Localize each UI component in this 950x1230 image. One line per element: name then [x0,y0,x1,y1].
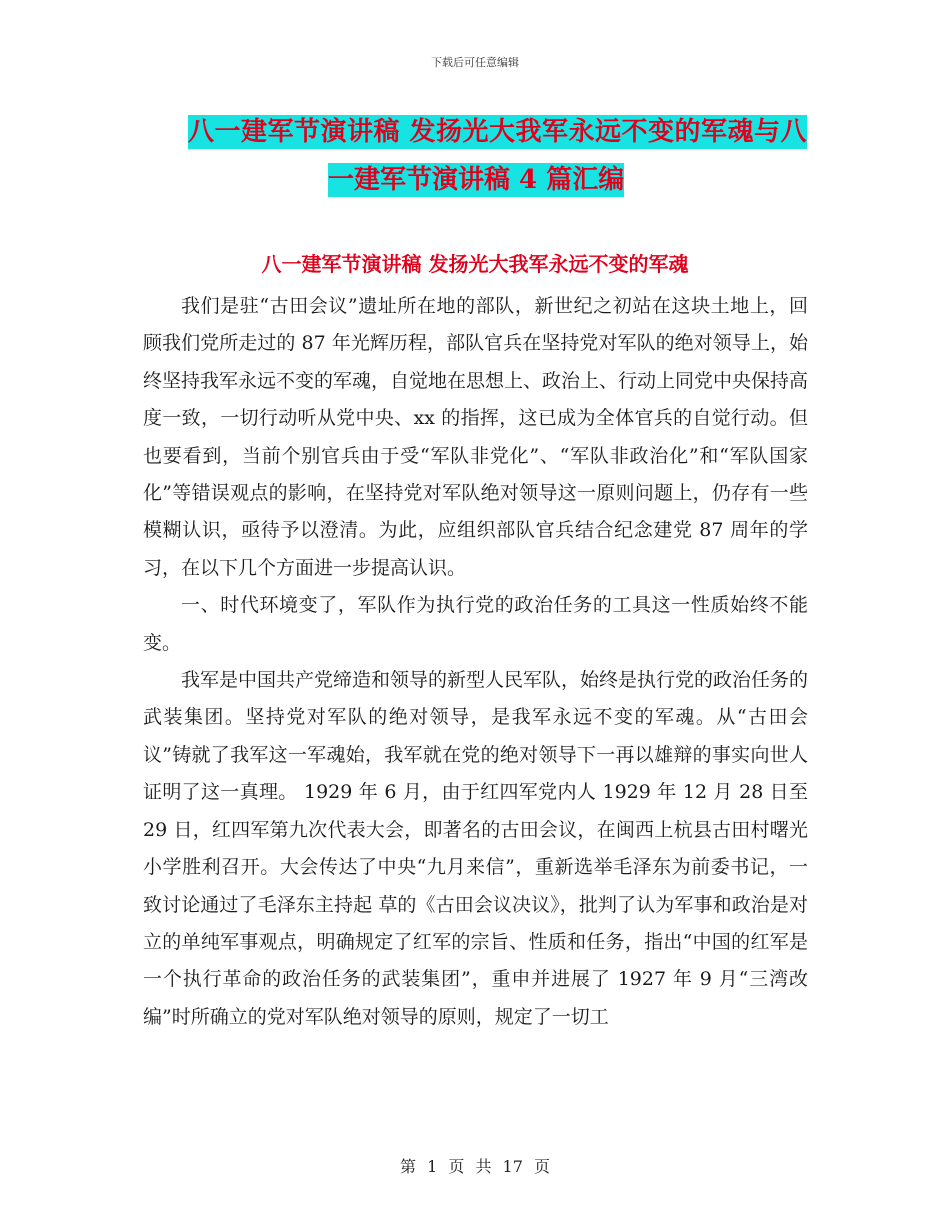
document-title [188,108,818,204]
page-footer: 第 1 页 共 17 页 [400,1157,550,1176]
header-note: 下载后可任意编辑 [431,56,519,69]
paragraph-intro: 我们是驻“古田会议”遗址所在地的部队，新世纪之初站在这块土地上，回顾我们党所走过的 87 年光辉历程，部队官兵在坚持党对军队的绝对领导上，始终坚持我军永远不变的军魂，自觉地在思想上、政治上、行动上同党中央保持高度一致，一切行动听从党中央、xx 的指挥，这已成为全体官兵的自觉行动。但也要看到，当前个别官兵由于受“军队非党化”、“军队非政治化”和“军队国家化”等错误观点的影响，在坚持党对军队绝对领导这一原则问题上，仍存有一些模糊认识，亟待予以澄清。为此，应组织部队官兵结合纪念建党 87 周年的学习，在以下几个方面进一步提高认识。 [143,295,809,579]
section-title: 八一建军节演讲稿 发扬光大我军永远不变的军魂 [261,252,689,276]
title-line-2: 一建军节演讲稿 4 篇汇编 [328,165,625,195]
paragraph-point-1: 一、时代环境变了，军队作为执行党的政治任务的工具这一性质始终不能变。 [143,594,808,654]
paragraph-body: 我军是中国共产党缔造和领导的新型人民军队，始终是执行党的政治任务的武装集团。坚持党对军队的绝对领导，是我军永远不变的军魂。从“古田会议”铸就了我军这一军魂始，我军就在党的绝对领导下一再以雄辩的事实向世人证明了这一真理。 1929 年 6 月，由于红四军党内人 1929 年 12 月 28 日至 29 日，红四军第九次代表大会，即著名的古田会议，在闽西上杭县古田村曙光小学胜利召开。大会传达了中央“九月来信”，重新选举毛泽东为前委书记，一致讨论通过了毛泽东主持起 草的《古田会议决议》，批判了认为军事和政治是对立的单纯军事观点，明确规定了红军的宗旨、性质和任务，指出“中国的红军是一个执行革命的政治任务的武装集团”，重申并进展了 1927 年 9 月“三湾改编”时所确立的党对军队绝对领导的原则，规定了一切工 [143,669,809,1028]
body-text [143,288,808,1036]
title-line-1: 八一建军节演讲稿 发扬光大我军永远不变的军魂与八 [188,117,808,147]
